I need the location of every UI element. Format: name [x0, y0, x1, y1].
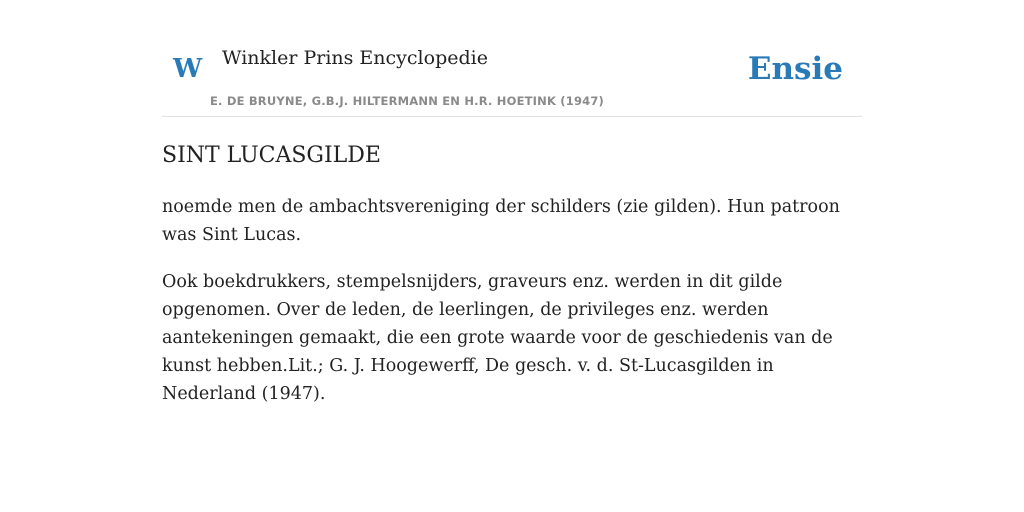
article-title: SINT LUCASGILDE	[162, 143, 381, 168]
article-body	[162, 193, 862, 408]
content-container	[162, 0, 862, 427]
source-logo[interactable]: W	[173, 54, 203, 84]
article-paragraph: Ook boekdrukkers, stempelsnijders, graveurs enz. werden in dit gilde opgenomen. Over de leden, de leerlingen, de privileges enz. werden aantekeningen gemaakt, die een grote waarde voor de geschiedenis van de kunst hebben.Lit.; G. J. Hoogewerff, De gesch. v. d. St-Lucasgilden in Nederland (1947).	[162, 272, 833, 404]
article-paragraph: noemde men de ambachtsvereniging der schilders (zie gilden). Hun patroon was Sint Lucas.	[162, 197, 840, 245]
source-authors: E. DE BRUYNE, G.B.J. HILTERMANN EN H.R. HOETINK (1947)	[210, 94, 605, 108]
source-title[interactable]: Winkler Prins Encyclopedie	[222, 47, 488, 69]
brand-logo-link[interactable]: Ensie	[747, 51, 843, 87]
source-header	[162, 0, 862, 117]
